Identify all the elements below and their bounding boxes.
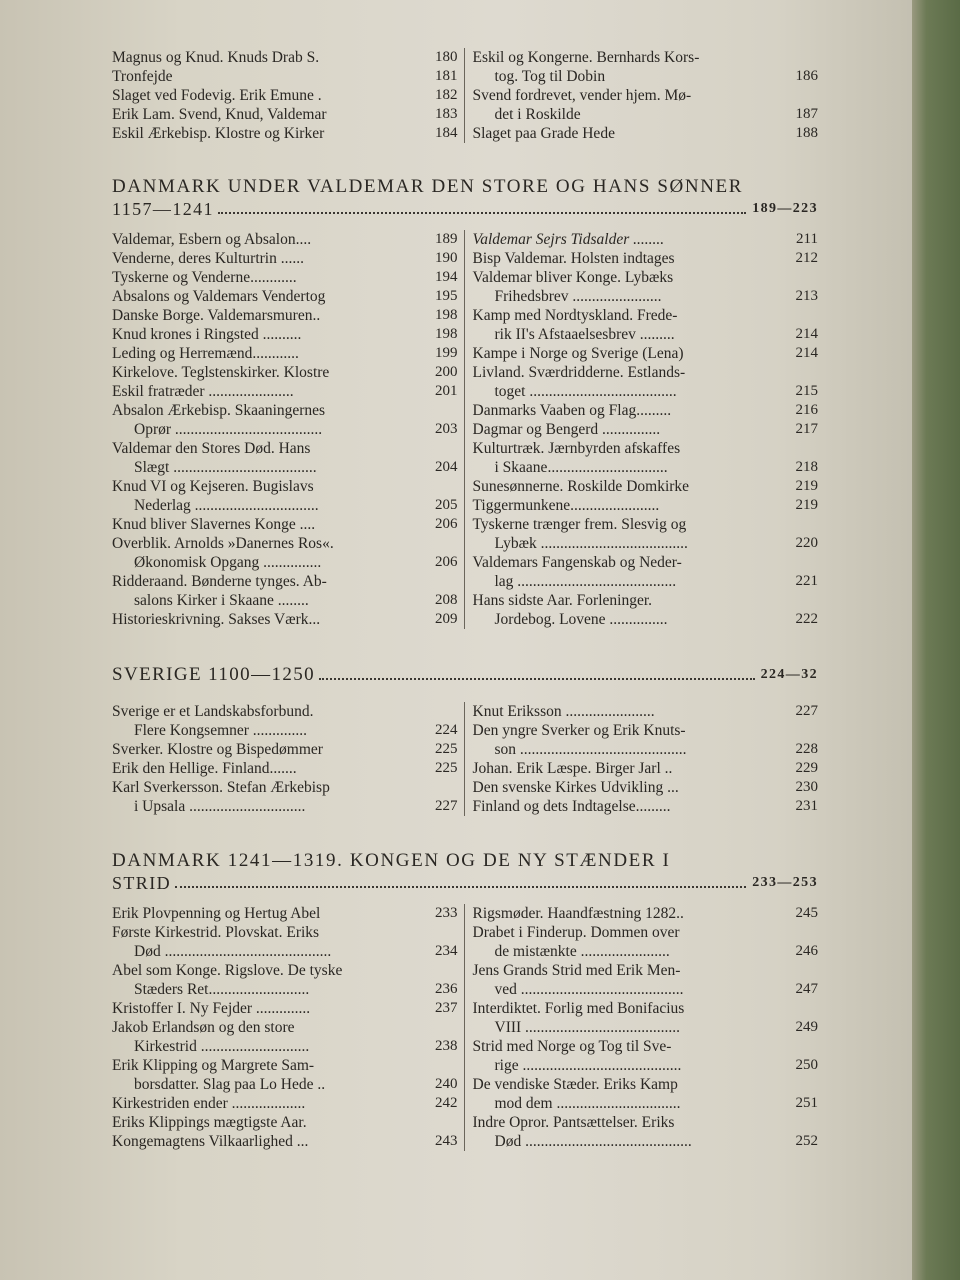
entry-title: Kristoffer I. Ny Fejder .............. (112, 1000, 311, 1017)
toc-entry (112, 230, 458, 249)
entry-title: det i Roskilde (494, 106, 581, 123)
toc-entry (473, 942, 819, 961)
toc-entry (473, 1037, 819, 1056)
toc-entry (112, 1094, 458, 1113)
entry-page-number: 249 (795, 1019, 818, 1035)
section-years: 1157—1241 (112, 199, 214, 219)
entry-page-number: 198 (435, 307, 458, 323)
toc-entry (112, 344, 458, 363)
toc-entry (473, 778, 819, 797)
entry-page-number: 189 (435, 231, 458, 247)
entry-title: Kongemagtens Vilkaarlighed ... (112, 1133, 309, 1150)
right-column (465, 230, 819, 629)
entry-title: Sunesønnerne. Roskilde Domkirke (472, 478, 690, 495)
toc-entry (112, 721, 458, 740)
toc-entry (112, 439, 458, 458)
section-title: SVERIGE 1100—1250 (112, 664, 316, 685)
entry-title: i Skaane............................... (494, 459, 668, 476)
entry-page-number: 206 (435, 516, 458, 532)
entry-title: Jakob Erlandsøn og den store (112, 1019, 295, 1036)
entry-page-number: 227 (795, 703, 818, 719)
section-subheading (112, 198, 818, 220)
entry-title: Tyskerne og Venderne............ (112, 269, 297, 286)
toc-entry (473, 702, 819, 721)
toc-entry (473, 1018, 819, 1037)
toc-entry (112, 515, 458, 534)
entry-title: Tronfejde (112, 68, 173, 85)
toc-entry (473, 363, 819, 382)
entry-page-number: 238 (435, 1038, 458, 1054)
toc-entry (473, 287, 819, 306)
entry-page-number: 214 (795, 326, 818, 342)
entry-page-number: 216 (795, 402, 818, 418)
entry-title: Leding og Herremænd............ (112, 345, 299, 362)
entry-columns (112, 702, 818, 816)
entry-page-number: 250 (795, 1057, 818, 1073)
toc-entry (473, 382, 819, 401)
entry-title: Eskil Ærkebisp. Klostre og Kirker (112, 125, 325, 142)
toc-entry (112, 553, 458, 572)
toc-entry (473, 610, 819, 629)
entry-title: Finland og dets Indtagelse......... (472, 798, 671, 815)
toc-entry (473, 344, 819, 363)
entry-title: Abel som Konge. Rigslove. De tyske (112, 962, 343, 979)
entry-title: Kirkestriden ender ................... (112, 1095, 306, 1112)
entry-page-number: 222 (795, 611, 818, 627)
entry-page-number: 180 (435, 49, 458, 65)
entry-title: tog. Tog til Dobin (494, 68, 606, 85)
entry-page-number: 195 (435, 288, 458, 304)
entry-title: son ........................................... (494, 741, 687, 758)
entry-title: Livland. Sværdridderne. Estlands- (472, 364, 686, 381)
toc-entry (112, 363, 458, 382)
entry-title: Tyskerne trænger frem. Slesvig og (472, 516, 687, 533)
left-column (112, 230, 465, 629)
entry-title: Den svenske Kirkes Udvikling ... (472, 779, 679, 796)
toc-entry (473, 999, 819, 1018)
entry-title: Knud bliver Slavernes Konge .... (112, 516, 316, 533)
toc-entry (112, 67, 458, 86)
entry-title: Knud VI og Kejseren. Bugislavs (112, 478, 314, 495)
toc-entry (112, 702, 458, 721)
entry-page-number: 228 (795, 741, 818, 757)
entry-page-number: 237 (435, 1000, 458, 1016)
entry-page-number: 199 (435, 345, 458, 361)
toc-entry (112, 325, 458, 344)
entry-title: rik II's Afstaaelsesbrev ......... (494, 326, 675, 343)
entry-title: Eriks Klippings mægtigste Aar. (112, 1114, 307, 1131)
entry-title: Lybæk ...................................... (494, 535, 688, 552)
toc-entry (112, 1056, 458, 1075)
toc-entry (473, 534, 819, 553)
entry-page-number: 186 (795, 68, 818, 84)
entry-title: Svend fordrevet, vender hjem. Mø- (472, 87, 692, 104)
entry-page-number: 229 (795, 760, 818, 776)
entry-title: Kamp med Nordtyskland. Frede- (472, 307, 678, 324)
toc-entry (473, 721, 819, 740)
entry-page-number: 213 (795, 288, 818, 304)
entry-title: Erik Lam. Svend, Knud, Valdemar (112, 106, 327, 123)
entry-title: Absalons og Valdemars Vendertog (112, 288, 326, 305)
toc-entry (112, 306, 458, 325)
entry-title: Danske Borge. Valdemarsmuren.. (112, 307, 321, 324)
toc-entry (112, 496, 458, 515)
entry-page-number: 227 (435, 798, 458, 814)
entry-page-number: 206 (435, 554, 458, 570)
entry-title: mod dem ................................ (494, 1095, 681, 1112)
toc-entry (112, 923, 458, 942)
toc-entry (473, 325, 819, 344)
entry-columns (112, 48, 818, 143)
entry-title: Hans sidste Aar. Forleninger. (472, 592, 653, 609)
entry-title: Overblik. Arnolds »Danernes Ros«. (112, 535, 334, 552)
entry-title: salons Kirker i Skaane ........ (134, 592, 309, 609)
toc-entry (112, 797, 458, 816)
entry-title: Jordebog. Lovene ............... (494, 611, 668, 628)
entry-page-number: 224 (435, 722, 458, 738)
entry-title: Oprør ...................................... (134, 421, 323, 438)
toc-entry (112, 942, 458, 961)
toc-entry (473, 759, 819, 778)
toc-entry (473, 797, 819, 816)
entry-title: Absalon Ærkebisp. Skaaningernes (112, 402, 326, 419)
toc-entry (473, 904, 819, 923)
entry-page-number: 204 (435, 459, 458, 475)
toc-entry (473, 477, 819, 496)
entry-title: VIII ........................................ (494, 1019, 681, 1036)
entry-page-number: 246 (795, 943, 818, 959)
left-column (112, 702, 465, 816)
entry-title: Flere Kongsemner .............. (134, 722, 308, 739)
entry-title: Død ........................................... (494, 1133, 692, 1150)
toc-entry (473, 48, 819, 67)
section-heading: DANMARK 1241—1319. KONGEN OG DE NY STÆNDER I (112, 850, 671, 871)
entry-page-number: 234 (435, 943, 458, 959)
toc-entry (112, 86, 458, 105)
entry-page-number: 208 (435, 592, 458, 608)
entry-page-number: 201 (435, 383, 458, 399)
toc-entry (473, 1132, 819, 1151)
entry-title: Sverker. Klostre og Bispedømmer (112, 741, 323, 758)
entry-title: Johan. Erik Læspe. Birger Jarl .. (472, 760, 673, 777)
right-column (465, 702, 819, 816)
section-sverige (112, 664, 818, 816)
entry-title: Erik Klipping og Margrete Sam- (112, 1057, 315, 1074)
page-range: 233—253 (752, 875, 818, 890)
entry-page-number: 187 (795, 106, 818, 122)
toc-entry (473, 1056, 819, 1075)
toc-entry (112, 591, 458, 610)
toc-entry (112, 1113, 458, 1132)
toc-entry (473, 230, 819, 249)
toc-entry (473, 268, 819, 287)
entry-title: Jens Grands Strid med Erik Men- (472, 962, 681, 979)
entry-columns (112, 230, 818, 629)
toc-entry (112, 1037, 458, 1056)
entry-title: Frihedsbrev ....................... (494, 288, 662, 305)
toc-entry (112, 759, 458, 778)
toc-entry (112, 1075, 458, 1094)
section-valdemar-den-store (112, 176, 818, 629)
entry-page-number: 233 (435, 905, 458, 921)
entry-title: Stæders Ret.......................... (134, 981, 310, 998)
entry-page-number: 251 (795, 1095, 818, 1111)
toc-entry (112, 105, 458, 124)
entry-page-number: 221 (795, 573, 818, 589)
toc-entry (112, 477, 458, 496)
entry-title: Kirkestrid ............................ (134, 1038, 310, 1055)
entry-page-number: 230 (795, 779, 818, 795)
leader-dots (175, 872, 746, 888)
entry-title: Valdemars Fangenskab og Neder- (472, 554, 682, 571)
right-column (465, 904, 819, 1151)
entry-title: Kampe i Norge og Sverige (Lena) (472, 345, 684, 362)
entry-columns (112, 904, 818, 1151)
entry-page-number: 182 (435, 87, 458, 103)
entry-page-number: 184 (435, 125, 458, 141)
entry-page-number: 215 (795, 383, 818, 399)
entry-page-number: 236 (435, 981, 458, 997)
toc-entry (473, 306, 819, 325)
book-cover-edge (912, 0, 960, 1280)
entry-title: toget ...................................... (494, 383, 677, 400)
toc-entry (473, 496, 819, 515)
toc-entry (473, 515, 819, 534)
section-reign-1146-1157 (112, 48, 818, 143)
entry-title: Slaget paa Grade Hede (472, 125, 615, 142)
toc-entry (112, 287, 458, 306)
entry-page-number: 225 (435, 760, 458, 776)
toc-entry (473, 553, 819, 572)
entry-title: Erik den Hellige. Finland....... (112, 760, 297, 777)
toc-entry (112, 382, 458, 401)
entry-title: Knut Eriksson ....................... (472, 703, 655, 720)
entry-title: Venderne, deres Kulturtrin ...... (112, 250, 304, 267)
entry-page-number: 190 (435, 250, 458, 266)
toc-entry (473, 923, 819, 942)
entry-page-number: 181 (435, 68, 458, 84)
entry-title: Strid med Norge og Tog til Sve- (472, 1038, 672, 1055)
entry-page-number: 198 (435, 326, 458, 342)
toc-entry (473, 401, 819, 420)
entry-page-number: 205 (435, 497, 458, 513)
entry-title: Første Kirkestrid. Plovskat. Eriks (112, 924, 320, 941)
entry-page-number: 209 (435, 611, 458, 627)
entry-page-number: 252 (795, 1133, 818, 1149)
entry-title: Ridderaand. Bønderne tynges. Ab- (112, 573, 327, 590)
entry-page-number: 219 (795, 497, 818, 513)
toc-entry (473, 1094, 819, 1113)
entry-title: De vendiske Stæder. Eriks Kamp (472, 1076, 678, 1093)
entry-title: Danmarks Vaaben og Flag......... (472, 402, 672, 419)
entry-page-number: 219 (795, 478, 818, 494)
toc-entry (473, 740, 819, 759)
entry-title: Drabet i Finderup. Dommen over (472, 924, 680, 941)
entry-title: Eskil og Kongerne. Bernhards Kors- (472, 49, 700, 66)
entry-title: Tiggermunkene....................... (472, 497, 660, 514)
toc-entry (112, 268, 458, 287)
entry-title: Bisp Valdemar. Holsten indtages (472, 250, 675, 267)
entry-title: rige ......................................... (494, 1057, 682, 1074)
toc-entry (112, 778, 458, 797)
entry-title: Magnus og Knud. Knuds Drab S. (112, 49, 320, 66)
entry-title: Kirkelove. Teglstenskirker. Klostre (112, 364, 330, 381)
toc-entry (473, 86, 819, 105)
toc-entry (112, 124, 458, 143)
left-column (112, 48, 465, 143)
entry-title: Slaget ved Fodevig. Erik Emune . (112, 87, 322, 104)
toc-entry (473, 1075, 819, 1094)
right-column (465, 48, 819, 143)
toc-entry (112, 904, 458, 923)
section-heading (112, 664, 818, 686)
toc-entry (112, 1018, 458, 1037)
toc-entry (473, 67, 819, 86)
toc-entry (112, 999, 458, 1018)
page-range: 224—32 (760, 667, 818, 682)
entry-page-number: 243 (435, 1133, 458, 1149)
entry-title: Indre Opror. Pantsættelser. Eriks (472, 1114, 675, 1131)
entry-title: Valdemar bliver Konge. Lybæks (472, 269, 674, 286)
toc-entry (473, 458, 819, 477)
toc-entry (112, 534, 458, 553)
entry-page-number: 218 (795, 459, 818, 475)
page-range: 189—223 (752, 201, 818, 216)
entry-title: Rigsmøder. Haandfæstning 1282.. (472, 905, 684, 922)
section-subtitle: STRID (112, 873, 172, 893)
entry-page-number: 211 (796, 231, 818, 247)
entry-page-number: 247 (795, 981, 818, 997)
entry-title: ved .......................................... (494, 981, 684, 998)
left-column (112, 904, 465, 1151)
toc-entry (473, 1113, 819, 1132)
entry-page-number: 212 (795, 250, 818, 266)
toc-entry (473, 105, 819, 124)
entry-page-number: 183 (435, 106, 458, 122)
entry-page-number: 188 (795, 125, 818, 141)
entry-title: Historieskrivning. Sakses Værk... (112, 611, 321, 628)
entry-page-number: 220 (795, 535, 818, 551)
entry-page-number: 231 (795, 798, 818, 814)
toc-entry (112, 1132, 458, 1151)
entry-title: Nederlag ................................ (134, 497, 319, 514)
toc-entry (473, 980, 819, 999)
toc-entry (112, 740, 458, 759)
toc-entry (473, 439, 819, 458)
entry-title: Valdemar den Stores Død. Hans (112, 440, 311, 457)
entry-title: Økonomisk Opgang ............... (134, 554, 322, 571)
section-subheading (112, 872, 818, 894)
entry-title: Valdemar Sejrs Tidsalder ........ (472, 231, 665, 248)
entry-title: Erik Plovpenning og Hertug Abel (112, 905, 321, 922)
toc-entry (473, 249, 819, 268)
toc-entry (112, 610, 458, 629)
toc-entry (112, 249, 458, 268)
leader-dots (319, 664, 755, 680)
entry-title: Død ........................................... (134, 943, 332, 960)
section-heading: DANMARK UNDER VALDEMAR DEN STORE OG HANS SØNNER (112, 176, 743, 197)
entry-page-number: 203 (435, 421, 458, 437)
entry-title: i Upsala .............................. (134, 798, 306, 815)
toc-entry (112, 980, 458, 999)
entry-page-number: 240 (435, 1076, 458, 1092)
entry-page-number: 245 (795, 905, 818, 921)
toc-entry (112, 572, 458, 591)
toc-entry (112, 420, 458, 439)
entry-title: Dagmar og Bengerd ............... (472, 421, 661, 438)
entry-page-number: 214 (795, 345, 818, 361)
entry-title: Interdiktet. Forlig med Bonifacius (472, 1000, 685, 1017)
entry-title: Knud krones i Ringsted .......... (112, 326, 302, 343)
section-danmark-1241-1319 (112, 850, 818, 1151)
entry-title: Valdemar, Esbern og Absalon.... (112, 231, 312, 248)
entry-title: Sverige er et Landskabsforbund. (112, 703, 314, 720)
toc-entry (112, 458, 458, 477)
toc-entry (112, 48, 458, 67)
entry-page-number: 200 (435, 364, 458, 380)
entry-title: Karl Sverkersson. Stefan Ærkebisp (112, 779, 330, 796)
toc-entry (473, 572, 819, 591)
entry-title: Slægt ..................................... (134, 459, 317, 476)
toc-entry (112, 401, 458, 420)
toc-entry (473, 591, 819, 610)
entry-page-number: 194 (435, 269, 458, 285)
entry-title: borsdatter. Slag paa Lo Hede .. (134, 1076, 326, 1093)
toc-entry (473, 124, 819, 143)
entry-title: Den yngre Sverker og Erik Knuts- (472, 722, 686, 739)
entry-page-number: 225 (435, 741, 458, 757)
toc-entry (473, 420, 819, 439)
entry-title: Eskil fratræder ...................... (112, 383, 294, 400)
entry-title: Kulturtræk. Jærnbyrden afskaffes (472, 440, 681, 457)
toc-entry (112, 961, 458, 980)
entry-title: lag ......................................... (494, 573, 677, 590)
leader-dots (218, 198, 746, 214)
entry-page-number: 242 (435, 1095, 458, 1111)
entry-page-number: 217 (795, 421, 818, 437)
entry-title: de mistænkte ....................... (494, 943, 670, 960)
toc-entry (473, 961, 819, 980)
